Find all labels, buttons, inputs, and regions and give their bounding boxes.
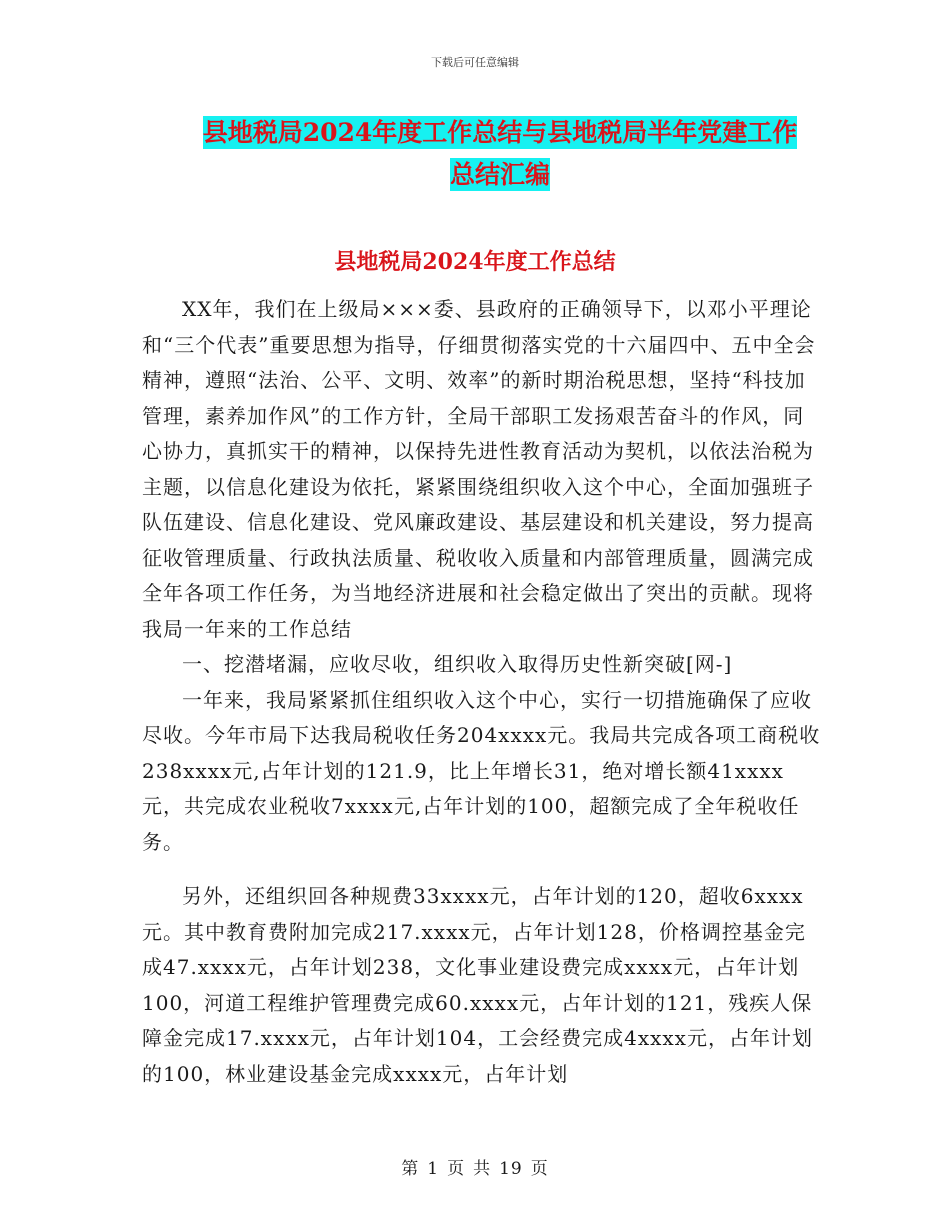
footer-total-word: 共	[473, 1159, 492, 1179]
section-title: 县地税局2024年度工作总结	[334, 249, 616, 275]
total-pages: 19	[499, 1159, 523, 1179]
document-main-title	[140, 112, 860, 196]
footer-suffix: 页	[530, 1159, 549, 1179]
main-title-line-2: 总结汇编	[449, 160, 550, 189]
paragraph: XX年，我们在上级局×××委、县政府的正确领导下，以邓小平理论和“三个代表”重要思想为指导，仔细贯彻落实党的十六届四中、五中全会精神，遵照“法治、公平、文明、效率”的新时期治税思想，坚持“科技加管理，素养加作风”的工作方针，全局干部职工发扬艰苦奋斗的作风，同心协力，真抓实干的精神，以保持先进性教育活动为契机，以依法治税为主题，以信息化建设为依托，紧紧围绕组织收入这个中心，全面加强班子队伍建设、信息化建设、党风廉政建设、基层建设和机关建设，努力提高征收管理质量、行政执法质量、税收收入质量和内部管理质量，圆满完成全年各项工作任务，为当地经济进展和社会稳定做出了突出的贡献。现将我局一年来的工作总结	[142, 297, 816, 641]
document-body	[142, 292, 822, 1092]
paragraph: 一、挖潜堵漏，应收尽收，组织收入取得历史性新突破[网-]	[182, 652, 733, 676]
page-footer	[0, 1154, 950, 1179]
page-number: 1	[427, 1159, 440, 1179]
paragraph: 一年来，我局紧紧抓住组织收入这个中心，实行一切措施确保了应收尽收。今年市局下达我局税收任务204xxxx元。我局共完成各项工商税收238xxxx元,占年计划的121.9，比上年增长31，绝对增长额41xxxx元，共完成农业税收7xxxx元,占年计划的100，超额完成了全年税收任务。	[142, 687, 821, 854]
header-note: 下载后可任意编辑	[431, 56, 519, 69]
main-title-line-1: 县地税局2024年度工作总结与县地税局半年党建工作	[202, 118, 798, 147]
footer-page-word: 页	[447, 1159, 466, 1179]
footer-prefix: 第	[401, 1159, 420, 1179]
paragraph: 另外，还组织回各种规费33xxxx元，占年计划的120，超收6xxxx元。其中教育费附加完成217.xxxx元，占年计划128，价格调控基金完成47.xxxx元，占年计划238，文化事业建设费完成xxxx元，占年计划100，河道工程维护管理费完成60.xxxx元，占年计划的121，残疾人保障金完成17.xxxx元，占年计划104，工会经费完成4xxxx元，占年计划的100，林业建设基金完成xxxx元，占年计划	[142, 884, 813, 1086]
